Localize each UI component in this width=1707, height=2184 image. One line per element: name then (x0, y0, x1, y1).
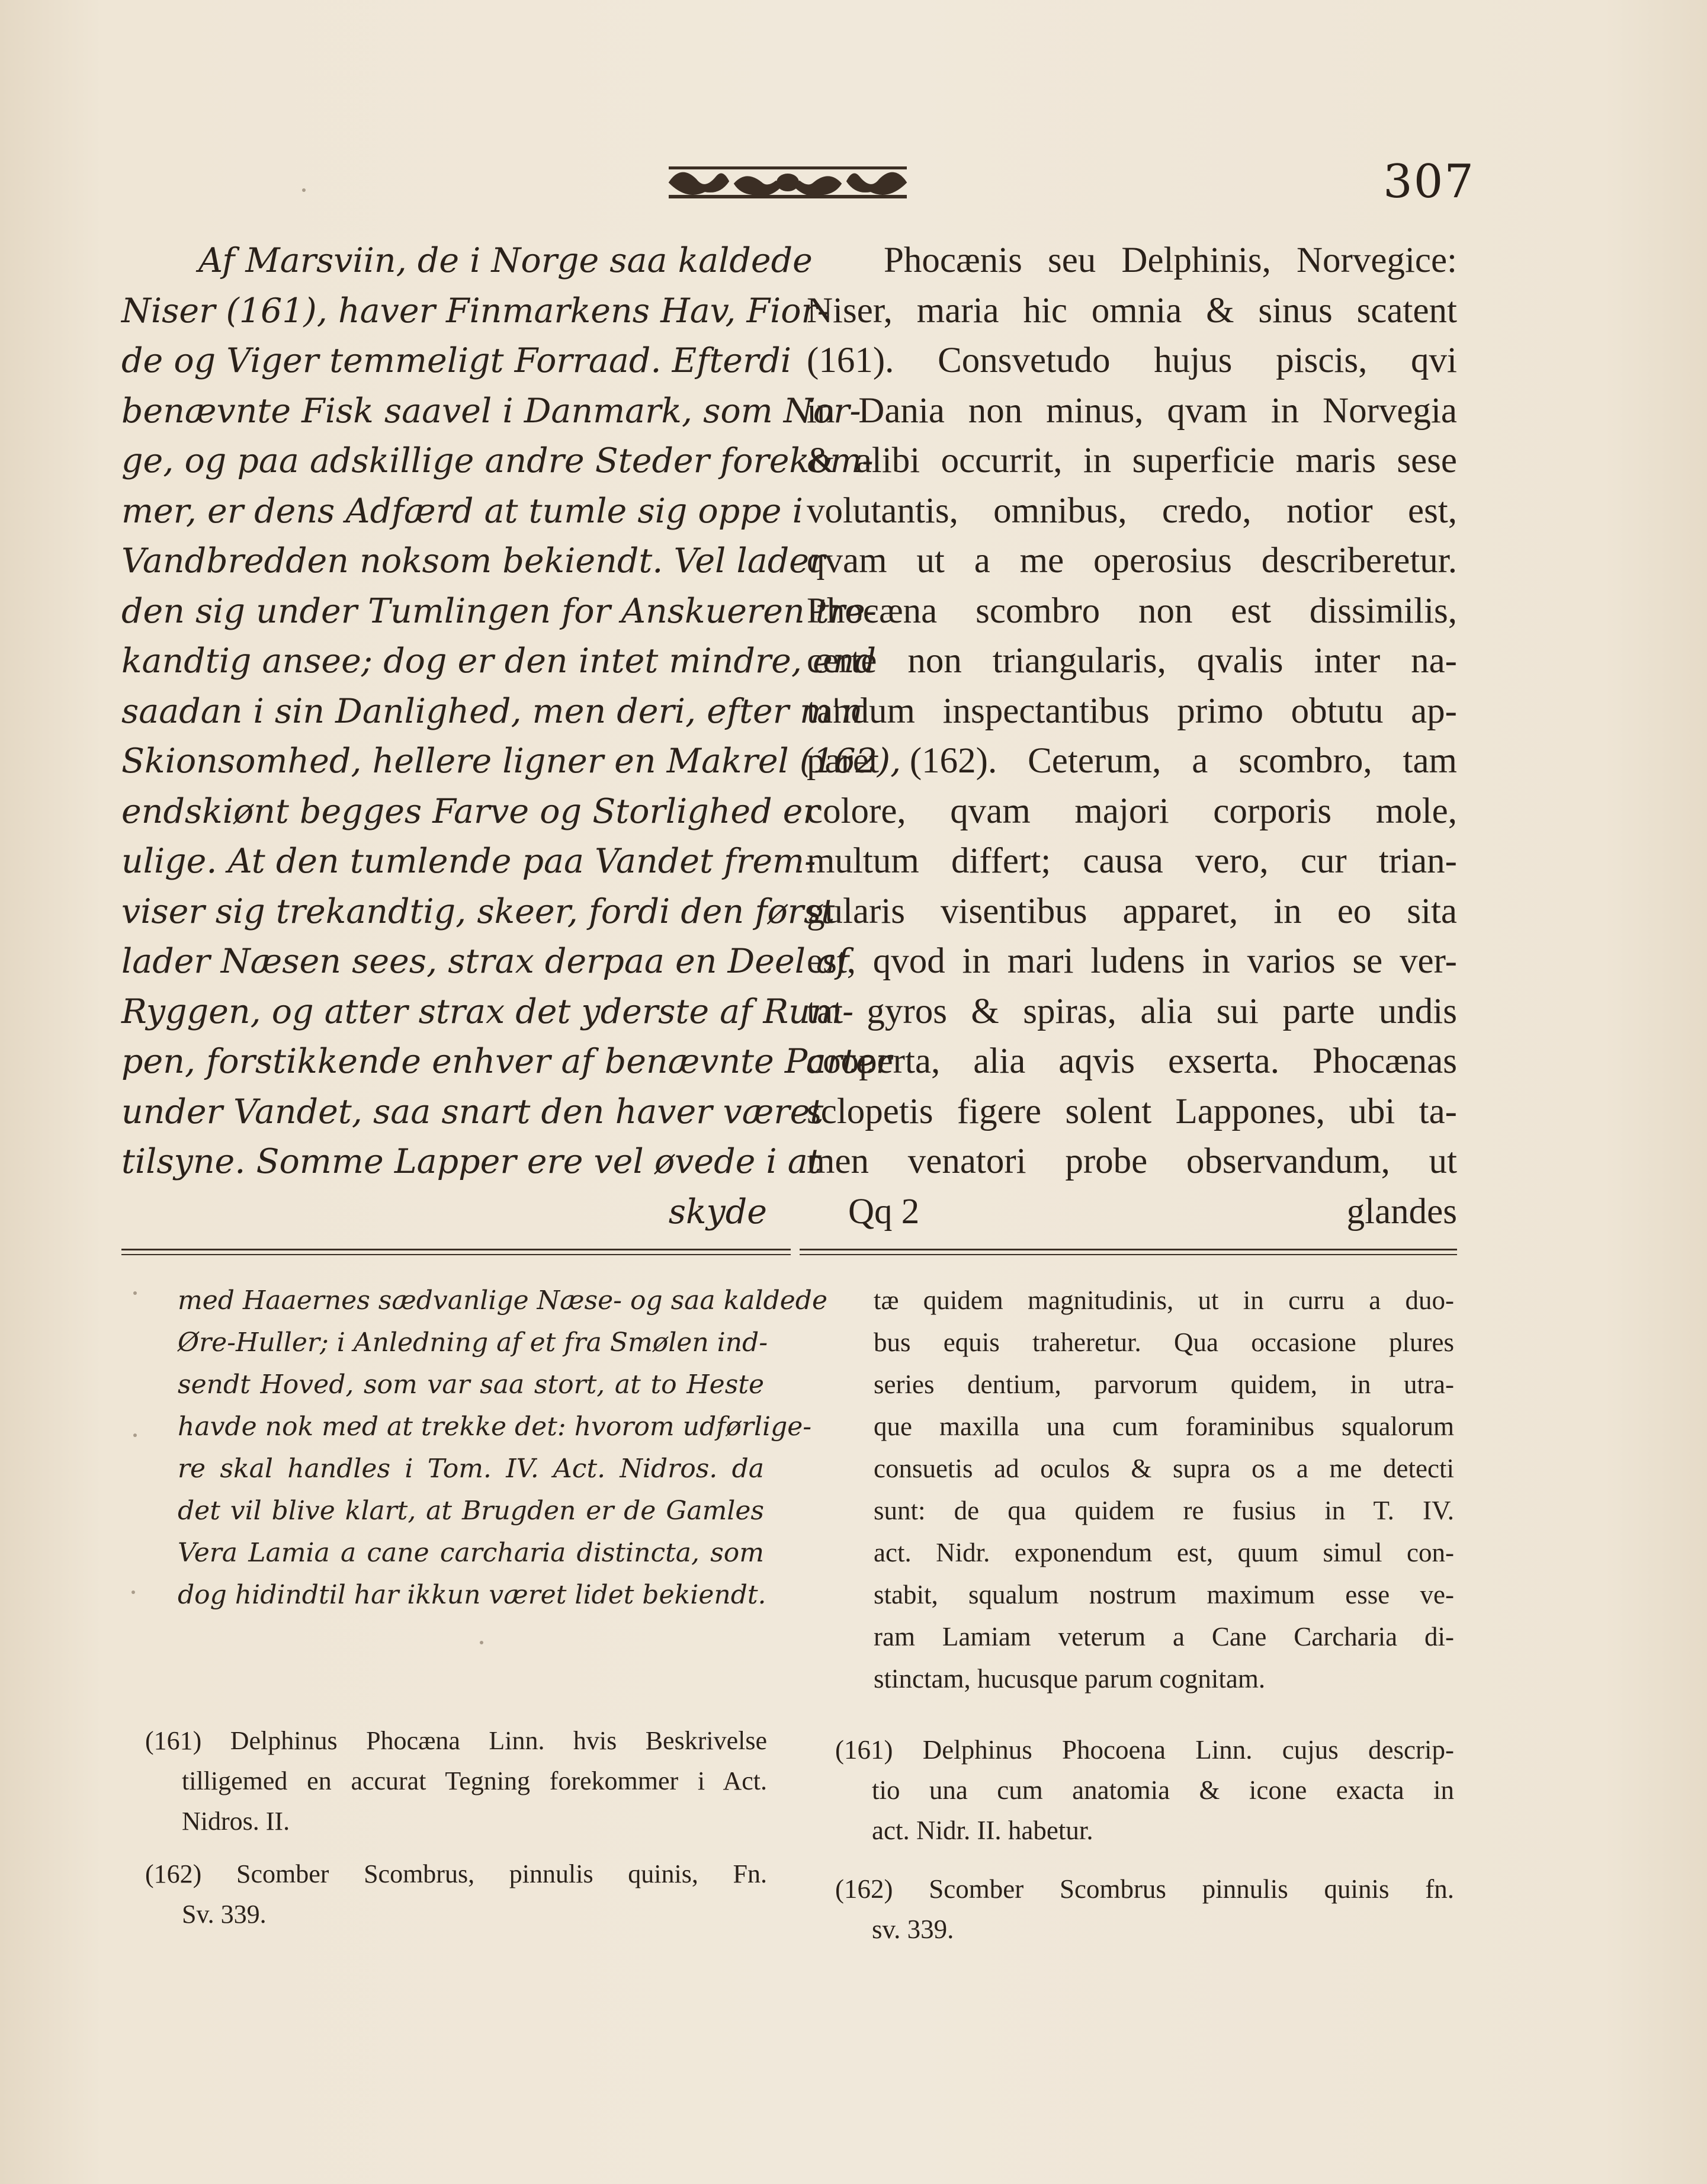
catchword: glandes (1346, 1191, 1457, 1231)
latin-column (807, 236, 1457, 1237)
text-line: ge, og paa adskillige andre Steder forekom- (121, 441, 874, 480)
page-number: 307 (1383, 155, 1475, 209)
paper-speck (133, 1433, 137, 1437)
signature-line (807, 1187, 1457, 1237)
text-line: (161). Consvetudo hujus piscis, qvi (807, 341, 1457, 380)
text-line: Phocænis seu Delphinis, Norvegice: (884, 240, 1457, 280)
text-line: lader Næsen sees, strax derpaa en Deel af (121, 942, 849, 981)
footnote-line: ram Lamiam veterum a Cane Carcharia di- (874, 1622, 1454, 1651)
note-line: (162) Scomber Scombrus, pinnulis quinis, Fn. (145, 1859, 767, 1888)
footnote-rule-left (121, 1249, 791, 1255)
text-line: multum differt; causa vero, cur trian- (807, 841, 1457, 881)
text-line: Ryggen, og atter strax det yderste af Rum- (121, 992, 854, 1031)
text-line: Af Marsviin, de i Norge saa kaldede (198, 241, 813, 280)
paper-speck (131, 1590, 135, 1594)
footnote-line: stabit, squalum nostrum maximum esse ve- (874, 1580, 1454, 1609)
note-line: sv. 339. (872, 1914, 954, 1944)
footnote-continued-right (874, 1279, 1454, 1700)
text-line: cooperta, alia aqvis exserta. Phocænas (807, 1041, 1457, 1081)
text-line: kandtig ansee; dog er den intet mindre, end (121, 642, 876, 681)
note-line: (162) Scomber Scombrus pinnulis quinis fn. (835, 1874, 1454, 1904)
footnote-line: sunt: de qua quidem re fusius in T. IV. (874, 1496, 1454, 1525)
footnote-line: series dentium, parvorum quidem, in utra- (874, 1370, 1454, 1399)
note-161-right (835, 1730, 1454, 1851)
text-line: pen, forstikkende enhver af benævnte Parter (121, 1042, 892, 1081)
text-line: paret (162). Ceterum, a scombro, tam (807, 741, 1457, 781)
text-line: Niser (161), haver Finmarkens Hav, Fior- (121, 291, 829, 331)
text-line: in Dania non minus, qvam in Norvegia (807, 390, 1457, 431)
text-line: Vandbredden noksom bekiendt. Vel lader (121, 541, 826, 581)
note-line: Sv. 339. (182, 1900, 267, 1929)
note-line: tilligemed en accurat Tegning forekommer i Act. (182, 1766, 767, 1795)
note-161-left (145, 1721, 767, 1842)
catchword: skyde (668, 1192, 767, 1231)
footnote-line: sendt Hoved, som var saa stort, at to Heste (178, 1370, 764, 1400)
text-line: volutantis, omnibus, credo, notior est, (807, 490, 1457, 531)
footnote-line: det vil blive klart, at Brugden er de Gamles (178, 1496, 764, 1526)
paper-speck (133, 1291, 137, 1295)
text-line: den sig under Tumlingen for Anskueren tre- (121, 591, 877, 631)
text-line: viser sig trekandtig, skeer, fordi den først (121, 891, 835, 931)
footnote-line: stinctam, hucusque parum cognitam. (874, 1664, 1266, 1694)
text-line: Phocæna scombro non est dissimilis, (807, 591, 1457, 631)
text-line: est, qvod in mari ludens in varios se ver- (807, 941, 1457, 981)
note-line: (161) Delphinus Phocæna Linn. hvis Beskrivelse (145, 1726, 767, 1755)
text-line: under Vandet, saa snart den haver været (121, 1092, 824, 1131)
text-line: men venatori probe observandum, ut (807, 1141, 1457, 1181)
text-line: qvam ut a me operosius describeretur. (807, 541, 1457, 581)
note-162-left (145, 1854, 767, 1935)
footnote-line: dog hidindtil har ikkun været lidet bekiendt. (178, 1580, 766, 1610)
footnote-line: bus equis traheretur. Qua occasione plures (874, 1327, 1454, 1357)
footnote-line: tæ quidem magnitudinis, ut in curru a duo- (874, 1285, 1454, 1315)
text-line: certe non triangularis, qvalis inter na- (807, 641, 1457, 681)
footnote-line: que maxilla una cum foraminibus squalorum (874, 1412, 1454, 1441)
footnote-line: havde nok med at trekke det: hvorom udførlige- (178, 1412, 812, 1442)
text-line: mer, er dens Adfærd at tumle sig oppe i (121, 491, 803, 531)
headpiece-ornament-icon (663, 159, 912, 206)
footnote-line: med Haaernes sædvanlige Næse- og saa kaldede (178, 1285, 828, 1316)
footnote-rule-right (800, 1249, 1457, 1255)
text-line: & alibi occurrit, in superficie maris sese (807, 441, 1457, 480)
text-line: colore, qvam majori corporis mole, (807, 791, 1457, 831)
footnote-line: Øre-Huller; i Anledning af et fra Smølen ind- (178, 1327, 768, 1358)
text-line: tilsyne. Somme Lapper ere vel øvede i at (121, 1142, 822, 1181)
paper-speck (480, 1641, 483, 1644)
paper-speck (302, 188, 306, 192)
footnote-line: act. Nidr. exponendum est, quum simul con- (874, 1538, 1454, 1567)
note-line: tio una cum anatomia & icone exacta in (872, 1775, 1454, 1805)
footnote-continued-left (178, 1279, 828, 1616)
text-line: Niser, maria hic omnia & sinus scatent (807, 290, 1457, 331)
note-line: Nidros. II. (182, 1807, 290, 1836)
text-line: tandum inspectantibus primo obtutu ap- (807, 691, 1457, 731)
footnote-line: consuetis ad oculos & supra os a me detecti (874, 1454, 1454, 1483)
footnote-line: re skal handles i Tom. IV. Act. Nidros. da (178, 1454, 764, 1484)
text-line: saadan i sin Danlighed, men deri, efter m'n (121, 691, 863, 731)
text-line: benævnte Fisk saavel i Danmark, som Nor- (121, 391, 861, 431)
text-line: gularis visentibus apparet, in eo sita (807, 891, 1457, 931)
signature-mark: Qq 2 (848, 1191, 920, 1231)
text-line: sclopetis figere solent Lappones, ubi ta- (807, 1091, 1457, 1131)
footnote-line: Vera Lamia a cane carcharia distincta, som (178, 1538, 764, 1568)
text-line: de og Viger temmeligt Forraad. Efterdi (121, 341, 791, 380)
note-162-right (835, 1869, 1454, 1949)
note-line: (161) Delphinus Phocoena Linn. cujus descrip- (835, 1735, 1454, 1765)
text-line: Skionsomhed, hellere ligner en Makrel (162), (121, 742, 901, 781)
text-line: ulige. At den tumlende paa Vandet frem- (121, 842, 816, 881)
text-line: tat gyros & spiras, alia sui parte undis (807, 991, 1457, 1031)
note-line: act. Nidr. II. habetur. (872, 1816, 1093, 1845)
text-line: endskiønt begges Farve og Storlighed er (121, 791, 819, 831)
